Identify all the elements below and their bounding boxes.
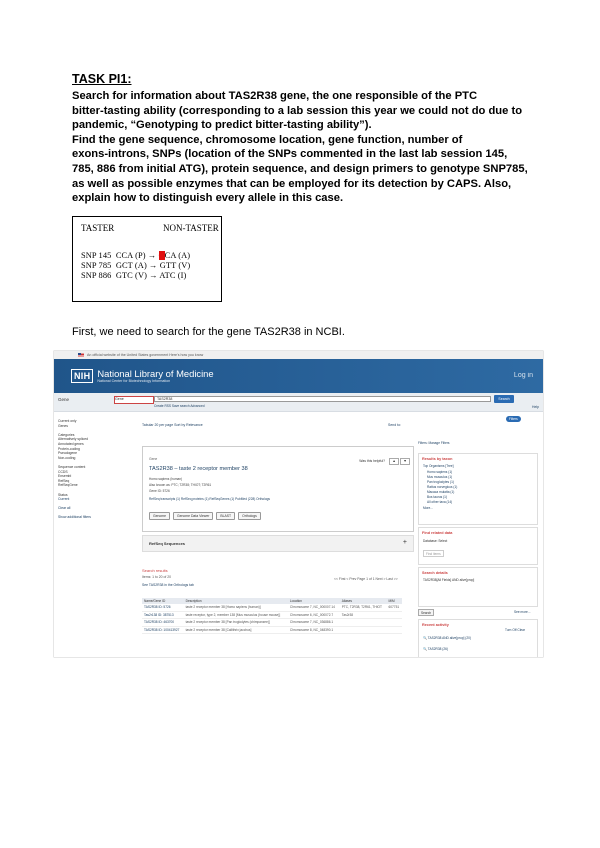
pagination[interactable]: << First < Prev Page 1 of 1 Next > Last >> (334, 577, 398, 581)
filters-button[interactable]: Filters (506, 416, 521, 422)
section-title: Results by taxon (422, 457, 453, 461)
filter-item[interactable]: RefSeqGene (58, 483, 78, 488)
recent-item-text: TAS2R38 (26) (427, 647, 448, 651)
search-input[interactable]: TAS2R38 (154, 396, 491, 402)
task-line: as well as possible enzymes that can be employed for its detection by CAPS. Also, (72, 177, 512, 190)
filter-item[interactable]: Non-coding (58, 455, 76, 460)
column-header: Name/Gene ID (142, 598, 184, 604)
task-line: pandemic, “Genotyping to predict bitter-tasting ability”). (72, 119, 372, 132)
nlm-header (54, 359, 543, 393)
gene-buttons (149, 512, 261, 520)
snp-id: SNP 886 (81, 271, 112, 280)
cell (340, 619, 387, 627)
manage-filters-link[interactable]: Filters: Manage Filters (418, 441, 450, 445)
snp-id: SNP 145 (81, 251, 112, 260)
task-description (72, 89, 534, 206)
filter-item[interactable]: RefSeq (58, 478, 70, 483)
nih-logo[interactable]: NIH (71, 369, 93, 383)
section-title: Search details (422, 571, 448, 575)
recent-item-text: TAS2R38 AND alive[prop] (20) (427, 636, 471, 640)
search-button[interactable]: Search (494, 395, 514, 403)
taxon-item[interactable]: Bos taurus (1) (427, 495, 448, 499)
taxon-item[interactable]: Homo sapiens (1) (427, 470, 453, 474)
gene-id-cell[interactable]: TAS2R38 ID: 100413927 (142, 626, 184, 634)
thumbs-down-icon[interactable]: ▼ (400, 458, 410, 465)
arrow: → (147, 251, 157, 260)
taster-header: TASTER (81, 223, 115, 233)
taxon-item[interactable]: Pan troglodytes (1) (427, 480, 454, 484)
column-header: Aliases (340, 598, 387, 604)
filter-item: Categories (58, 432, 75, 437)
task-line: explain how to distinguish every allele in this case. (72, 192, 344, 205)
details-search-button[interactable]: Search (418, 609, 434, 616)
cell: Chromosome 6, NC_000072.7 (288, 611, 340, 619)
task-title: TASK PI1: (72, 72, 132, 86)
column-header: MIM (386, 598, 402, 604)
cell: taste 2 receptor member 38 [Homo sapiens (human)] (184, 604, 288, 611)
allele-table (72, 216, 222, 302)
table-row (142, 626, 402, 634)
taster-codon: CCA (P) (115, 251, 146, 260)
blast-button[interactable]: BLAST (216, 512, 235, 520)
helpful-question: Was this helpful? (359, 459, 385, 463)
recent-activity (418, 619, 538, 657)
results-table (142, 598, 402, 634)
taster-codon: GCT (A) (115, 261, 147, 270)
filter-item[interactable]: Protein-coding (58, 446, 80, 451)
cell: Chromosome 7, NC_036886.1 (288, 619, 340, 627)
search-details-text: TAS2R38[All Fields] AND alive[prop] (423, 578, 475, 582)
task-line: 785, 886 from initial ATG), protein sequence, and design primers to genotype SNP785, (72, 162, 528, 175)
turn-off-link[interactable]: Turn Off Clear (505, 628, 526, 632)
more-link[interactable]: More... (423, 506, 433, 510)
task-line: exons-introns, SNPs (location of the SNPs commented in the last lab session 145, (72, 148, 508, 161)
snp-id: SNP 785 (81, 261, 112, 270)
search-details (418, 567, 538, 607)
cell: Tas2r38 (340, 611, 387, 619)
task-line: Find the gene sequence, chromosome location, gene function, number of (72, 133, 463, 146)
gene-id-cell[interactable]: TAS2R38 ID: 5726 (142, 604, 184, 611)
gov-banner-text: An official website of the United States government Here's how you know (87, 353, 204, 357)
filter-item[interactable]: Pseudogene (58, 451, 78, 456)
gene-name-link[interactable]: TAS2R38 – taste 2 receptor member 38 (149, 466, 248, 472)
section-title: Recent activity (422, 623, 449, 627)
ncbi-screenshot (54, 351, 543, 657)
non-taster-codon: GTT (V) (159, 261, 191, 270)
column-header: Description (184, 598, 288, 604)
task-line: Search for information about TAS2R38 gene, the one responsible of the PTC (72, 90, 478, 102)
table-row (142, 611, 402, 619)
cell (386, 626, 402, 634)
taxon-item[interactable]: All other taxa (14) (427, 500, 453, 504)
see-more-link[interactable]: See more... (514, 610, 531, 614)
column-header: Location (288, 598, 340, 604)
help-link[interactable]: Help (532, 405, 539, 409)
nlm-title: National Library of Medicine (97, 368, 214, 379)
cell: taste receptor, type 2, member 138 [Mus musculus (house mouse)] (184, 611, 288, 619)
filter-item[interactable]: Current (58, 497, 70, 502)
login-link[interactable]: Log in (513, 372, 533, 379)
recent-item[interactable]: 🔍 TAS2R38 (26) (423, 647, 448, 651)
thumbs-up-icon[interactable]: ▲ (389, 458, 399, 465)
allele-row (81, 271, 186, 280)
expand-icon[interactable]: + (402, 539, 407, 546)
genome-viewer-button[interactable]: Genome Data Viewer (173, 512, 213, 520)
taxon-item[interactable]: Mus musculus (1) (427, 475, 453, 479)
cell: taste 2 receptor member 38 [Callithrix jacchus] (184, 626, 288, 634)
send-to-link[interactable]: Send to: (388, 423, 402, 427)
gene-id: Gene ID: 5726 (149, 489, 170, 493)
gene-label: Gene (149, 457, 158, 461)
task-line: bitter-tasting ability (corresponding to a lab session this year we could not do due to (72, 104, 523, 117)
results-heading: Search results (142, 568, 168, 573)
non-taster-header: NON-TASTER (163, 223, 219, 233)
table-row (142, 604, 402, 611)
search-links[interactable]: Create RSS Save search Advanced (154, 404, 205, 408)
taster-codon: GTC (V) (115, 271, 147, 280)
find-related-data (418, 527, 538, 565)
refseq-title: RefSeq Sequences (149, 541, 186, 546)
cell (386, 611, 402, 619)
genome-button[interactable]: Genome (149, 512, 170, 520)
cell (340, 626, 387, 634)
gene-id-cell[interactable]: TAS2R38 ID: 463700 (142, 619, 184, 627)
find-items-button[interactable]: Find items (423, 550, 444, 557)
left-filters (58, 419, 118, 520)
database-select[interactable]: Gene (114, 396, 154, 404)
allele-row (81, 261, 190, 270)
refseq-accordion[interactable] (142, 535, 414, 552)
orthologs-note[interactable]: See TAS2R38 in the Orthologs tab (142, 583, 194, 587)
recent-item[interactable]: 🔍 TAS2R38 AND alive[prop] (20) (423, 636, 471, 640)
taxon-item[interactable]: Rattus norvegicus (1) (427, 485, 458, 489)
results-count: Items: 1 to 20 of 20 (142, 575, 172, 579)
filter-item[interactable]: Current only (58, 419, 77, 423)
gene-sensor-card (142, 446, 414, 532)
arrow: → (149, 271, 158, 280)
taxon-item[interactable]: Top Organisms [Tree] (423, 464, 454, 468)
orthologs-button[interactable]: Orthologs (238, 512, 261, 520)
taxon-item[interactable]: Macaca mulatta (1) (427, 490, 455, 494)
cell: Chromosome 8, NC_048390.1 (288, 626, 340, 634)
allele-row (81, 251, 190, 260)
cell (386, 619, 402, 627)
intro-text: First, we need to search for the gene TAS2R38 in NCBI. (72, 326, 345, 338)
gov-banner (54, 351, 543, 359)
non-taster-codon: ATC (I) (159, 271, 187, 280)
section-title: Find related data (422, 531, 453, 535)
filter-item[interactable]: Genes (58, 423, 68, 428)
filter-item[interactable]: Alternatively spliced (58, 437, 88, 442)
table-row (142, 619, 402, 627)
cell: Chromosome 7, NC_000007.14 (288, 604, 340, 611)
results-by-taxon (418, 453, 538, 525)
non-taster-codon: CA (A) (164, 251, 191, 260)
gene-aliases: Also known as: PTC; T2R38; THIOT; T2R61 (149, 483, 212, 487)
gene-organism: Homo sapiens (human) (149, 477, 183, 481)
nlm-subtitle: National Center for Biotechnology Information (97, 379, 171, 383)
additional-filters-link[interactable]: Show additional filters (58, 515, 91, 520)
filter-item: Status (58, 492, 68, 497)
database-select[interactable]: Database: Select (423, 539, 448, 543)
filter-item: Sequence content (58, 464, 86, 469)
search-bar (54, 393, 543, 412)
gene-id-cell[interactable]: Tas2r138 ID: 387513 (142, 611, 184, 619)
cell: taste 2 receptor member 38 [Pan troglodytes (chimpanzee)] (184, 619, 288, 627)
filter-item[interactable]: Annotated genes (58, 441, 84, 446)
cell: 607751 (386, 604, 402, 611)
filter-item[interactable]: Ensembl (58, 474, 72, 479)
display-settings[interactable]: Tabular 20 per page Sort by Relevance (142, 423, 203, 427)
clear-all-link[interactable]: Clear all (58, 506, 71, 511)
us-flag-icon (78, 353, 84, 357)
gene-links[interactable]: RefSeq transcripts (1) RefSeq proteins (1) RefSeqGenes (1) PubMed (228) Orthologs (149, 497, 271, 501)
arrow: → (149, 261, 158, 270)
cell: PTC, T2R38, T2R61, THIOT (340, 604, 387, 611)
highlight-mark: G (158, 251, 165, 260)
filter-item[interactable]: CCDS (58, 469, 68, 474)
database-label: Gene (58, 397, 70, 402)
